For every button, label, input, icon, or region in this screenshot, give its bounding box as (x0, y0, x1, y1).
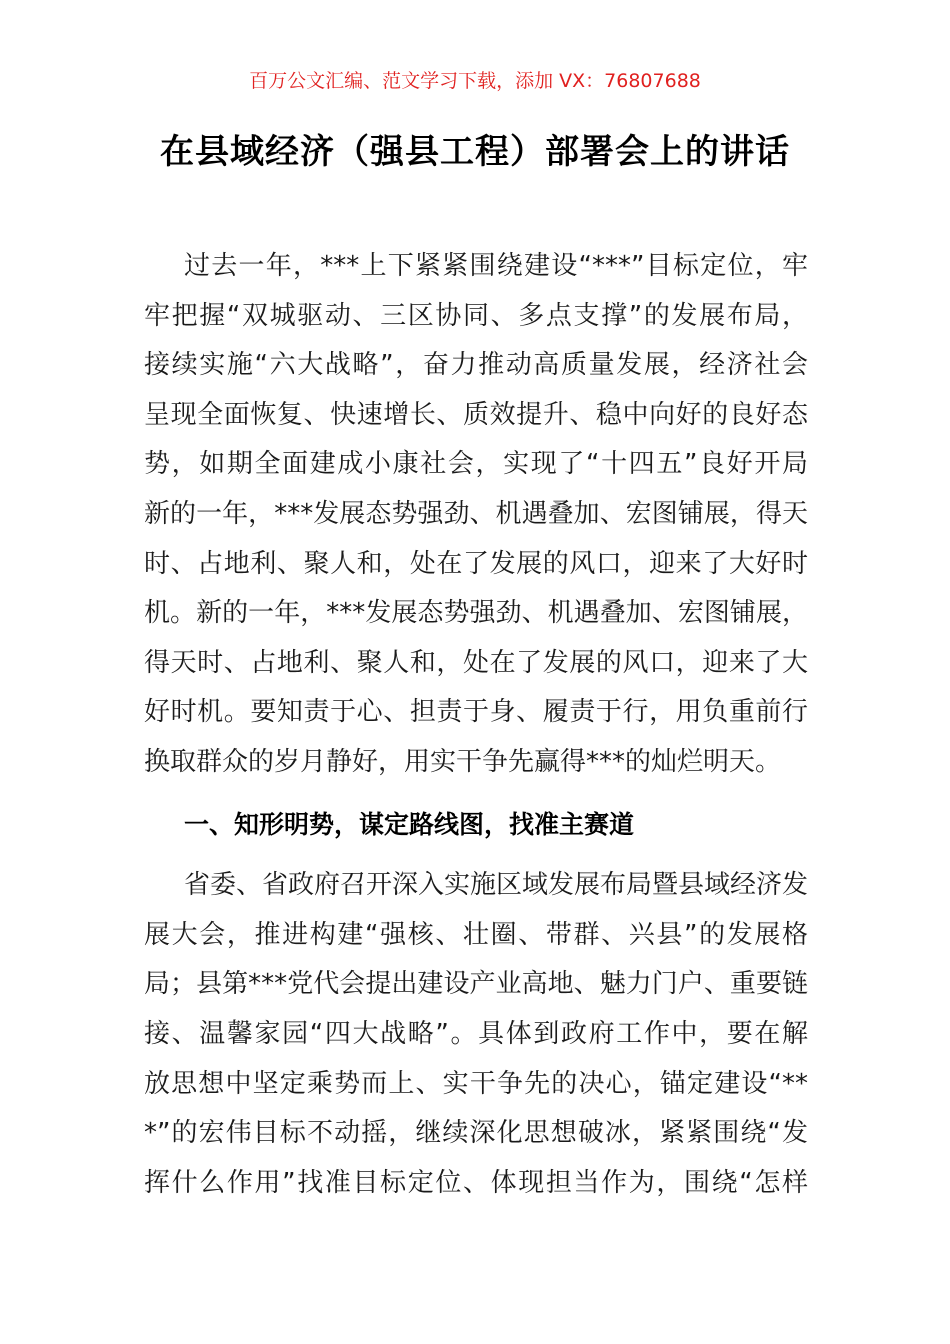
text-line: 放思想中坚定乘势而上、实干争先的决心，锚定建设“** (144, 1068, 808, 1099)
text-line: 展大会，推进构建“强核、壮圈、带群、兴县”的发展格 (144, 919, 808, 950)
text-line: 新的一年，***发展态势强劲、机遇叠加、宏图铺展，得天 (144, 498, 808, 529)
text-line: *”的宏伟目标不动摇，继续深化思想破冰，紧紧围绕“发 (144, 1118, 808, 1149)
text-line: 牢把握“双城驱动、三区协同、多点支撑”的发展布局， (144, 300, 808, 331)
text-line: 势，如期全面建成小康社会，实现了“十四五”良好开局 (144, 449, 808, 480)
watermark-banner: 百万公文汇编、范文学习下载，添加 VX：76807688 (249, 70, 701, 92)
text-line: 好时机。要知责于心、担责于身、履责于行，用负重前行 (144, 697, 808, 728)
text-line: 换取群众的岁月静好，用实干争先赢得***的灿烂明天。 (144, 746, 782, 777)
document-title: 在县域经济（强县工程）部署会上的讲话 (160, 132, 790, 172)
section-heading: 一、知形明势，谋定路线图，找准主赛道 (184, 809, 635, 839)
text-line: 机。新的一年，***发展态势强劲、机遇叠加、宏图铺展， (144, 598, 808, 629)
paragraph-2 (144, 861, 808, 1208)
text-line: 呈现全面恢复、快速增长、质效提升、稳中向好的良好态 (144, 399, 808, 430)
text-line: 挥什么作用”找准目标定位、体现担当作为，围绕“怎样 (144, 1167, 808, 1198)
text-line: 时、占地利、聚人和，处在了发展的风口，迎来了大好时 (144, 548, 808, 579)
text-line: 接、温馨家园“四大战略”。具体到政府工作中，要在解 (144, 1018, 808, 1049)
text-line: 得天时、占地利、聚人和，处在了发展的风口，迎来了大 (144, 647, 808, 678)
document-body (144, 242, 808, 1208)
text-line: 局；县第***党代会提出建设产业高地、魅力门户、重要链 (144, 969, 808, 1000)
text-line: 过去一年，***上下紧紧围绕建设“***”目标定位，牢 (184, 251, 808, 281)
paragraph-1 (144, 242, 808, 788)
text-line: 省委、省政府召开深入实施区域发展布局暨县域经济发 (184, 870, 809, 901)
text-line: 接续实施“六大战略”，奋力推动高质量发展，经济社会 (144, 350, 808, 381)
